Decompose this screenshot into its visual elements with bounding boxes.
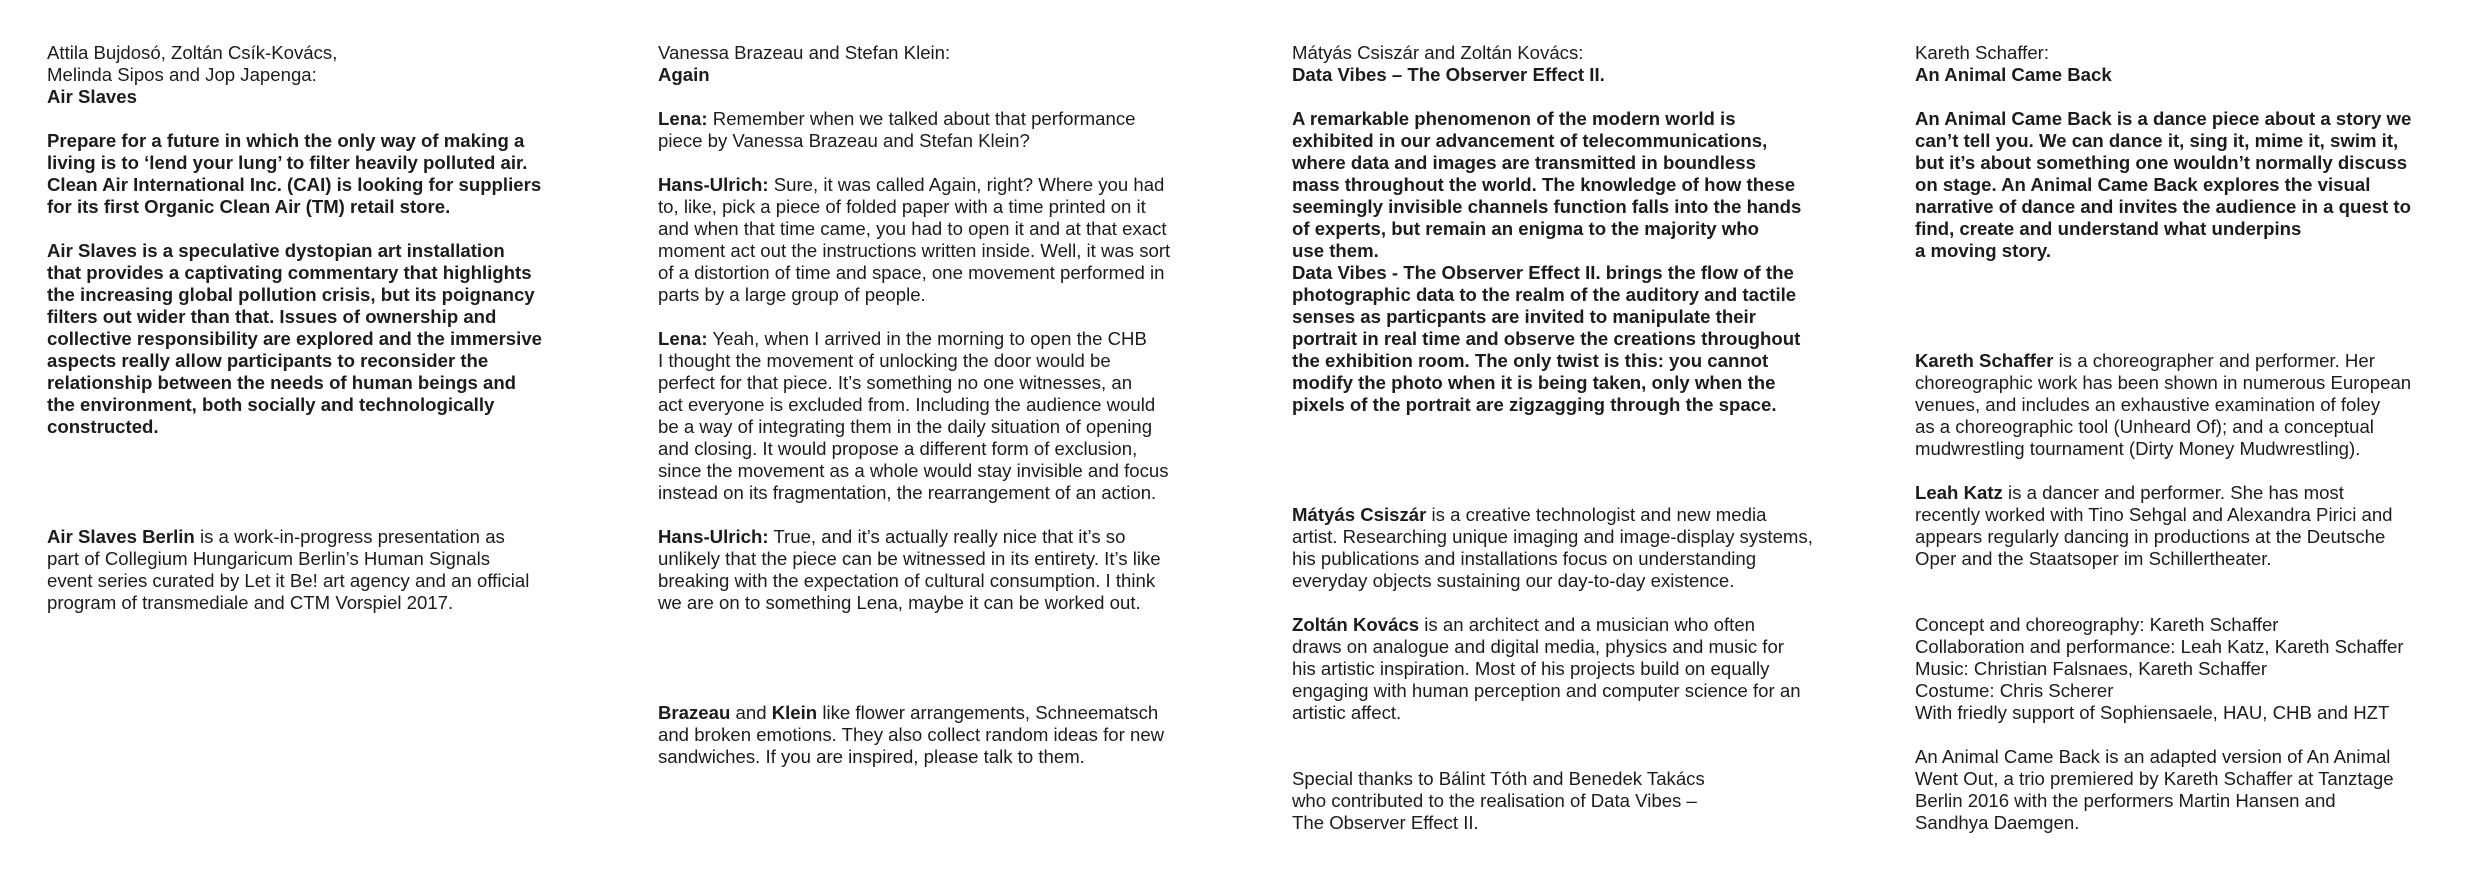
text-line: for its first Organic Clean Air (TM) retail store.	[47, 196, 451, 217]
text-line: A remarkable phenomenon of the modern world is	[1292, 108, 1736, 129]
credit-line: Collaboration and performance: Leah Katz, Kareth Schaffer	[1915, 636, 2404, 657]
text-line: moment act out the instructions written inside. Well, it was sort	[658, 240, 1171, 261]
text-line: draws on analogue and digital media, physics and music for	[1292, 636, 1784, 657]
text-line: of experts, but remain an enigma to the majority who	[1292, 218, 1759, 239]
dialogue-entry	[658, 526, 1238, 614]
text-line: who contributed to the realisation of Data Vibes –	[1292, 790, 1697, 811]
text-line: act everyone is excluded from. Including the audience would	[658, 394, 1156, 415]
text-run: and	[730, 702, 772, 723]
work-header	[47, 42, 607, 108]
text-line: his publications and installations focus on understanding	[1292, 548, 1757, 569]
text-run: is a work-in-progress presentation as	[194, 526, 505, 547]
description-paragraph	[47, 240, 607, 438]
text-line: where data and images are transmitted in boundless	[1292, 152, 1756, 173]
text-line: Oper and the Staatsoper im Schillertheater.	[1915, 548, 2272, 569]
text-line: recently worked with Tino Sehgal and Alexandra Pirici and	[1915, 504, 2393, 525]
dialogue-entry	[658, 174, 1238, 306]
work-header	[1292, 42, 1872, 86]
text-line: parts by a large group of people.	[658, 284, 926, 305]
artist-name: Zoltán Kovács	[1292, 614, 1420, 635]
text-line: Clean Air International Inc. (CAI) is looking for suppliers	[47, 174, 542, 195]
work-header	[1915, 42, 2475, 86]
text-line: constructed.	[47, 416, 159, 437]
credit-line: Costume: Chris Scherer	[1915, 680, 2114, 701]
text-line: since the movement as a whole would stay invisible and focus	[658, 460, 1169, 481]
bold-lead: Air Slaves Berlin	[47, 526, 195, 547]
text-line: An Animal Came Back is a dance piece about a story we	[1915, 108, 2412, 129]
text-run: True, and it’s actually really nice that it’s so	[768, 526, 1126, 547]
text-run: is a creative technologist and new media	[1426, 504, 1767, 525]
text-line: to, like, pick a piece of folded paper with a time printed on it	[658, 196, 1146, 217]
credits	[1915, 614, 2475, 724]
credit-line: Music: Christian Falsnaes, Kareth Schaffer	[1915, 658, 2268, 679]
work-title: Again	[658, 64, 710, 85]
text-line: seemingly invisible channels function falls into the hands	[1292, 196, 1802, 217]
artist-names: Attila Bujdosó, Zoltán Csík-Kovács,	[47, 42, 338, 63]
text-line: Data Vibes - The Observer Effect II. brings the flow of the	[1292, 262, 1794, 283]
text-line: narrative of dance and invites the audience in a quest to	[1915, 196, 2411, 217]
text-line: perfect for that piece. It’s something no one witnesses, an	[658, 372, 1133, 393]
text-line: mudwrestling tournament (Dirty Money Mudwrestling).	[1915, 438, 2361, 459]
artist-name: Brazeau	[658, 702, 731, 723]
footnote	[1915, 746, 2475, 834]
presentation-note	[47, 526, 607, 614]
text-line: portrait in real time and observe the creations throughout	[1292, 328, 1801, 349]
text-line: use them.	[1292, 240, 1379, 261]
speaker-name: Lena:	[658, 328, 708, 349]
text-run: Sure, it was called Again, right? Where you had	[768, 174, 1165, 195]
text-line: everyday objects sustaining our day-to-day existence.	[1292, 570, 1735, 591]
text-line: of a distortion of time and space, one movement performed in	[658, 262, 1165, 283]
work-title: Air Slaves	[47, 86, 137, 107]
dialogue-entry	[658, 108, 1238, 152]
text-line: senses as particpants are invited to manipulate their	[1292, 306, 1756, 327]
text-line: Went Out, a trio premiered by Kareth Schaffer at Tanztage	[1915, 768, 2394, 789]
text-line: breaking with the expectation of cultural consumption. I think	[658, 570, 1156, 591]
artist-names: Mátyás Csiszár and Zoltán Kovács:	[1292, 42, 1584, 63]
text-line: unlikely that the piece can be witnessed in its entirety. It’s like	[658, 548, 1161, 569]
work-title: An Animal Came Back	[1915, 64, 2112, 85]
text-line: piece by Vanessa Brazeau and Stefan Klein?	[658, 130, 1030, 151]
artist-bio	[1292, 614, 1872, 724]
text-line: find, create and understand what underpins	[1915, 218, 2302, 239]
text-line: modify the photo when it is being taken, only when the	[1292, 372, 1776, 393]
artist-name: Leah Katz	[1915, 482, 2003, 503]
text-line: Special thanks to Bálint Tóth and Benedek Takács	[1292, 768, 1705, 789]
artist-bio	[1915, 350, 2475, 460]
text-line: part of Collegium Hungaricum Berlin’s Human Signals	[47, 548, 491, 569]
text-run: like flower arrangements, Schneematsch	[817, 702, 1159, 723]
text-line: mass throughout the world. The knowledge of how these	[1292, 174, 1796, 195]
text-run: Yeah, when I arrived in the morning to open the CHB	[707, 328, 1147, 349]
text-line: be a way of integrating them in the daily situation of opening	[658, 416, 1153, 437]
text-line: Air Slaves is a speculative dystopian art installation	[47, 240, 505, 261]
artist-names: Melinda Sipos and Jop Japenga:	[47, 64, 317, 85]
text-run: Remember when we talked about that performance	[707, 108, 1136, 129]
artist-name: Kareth Schaffer	[1915, 350, 2054, 371]
credit-line: With friedly support of Sophiensaele, HAU, CHB and HZT	[1915, 702, 2390, 723]
artist-names: Kareth Schaffer:	[1915, 42, 2050, 63]
text-line: aspects really allow participants to reconsider the	[47, 350, 489, 371]
text-line: and broken emotions. They also collect random ideas for new	[658, 724, 1165, 745]
text-line: appears regularly dancing in productions at the Deutsche	[1915, 526, 2386, 547]
text-line: program of transmediale and CTM Vorspiel 2017.	[47, 592, 454, 613]
artist-name: Mátyás Csiszár	[1292, 504, 1427, 525]
intro-paragraph	[47, 130, 607, 218]
text-line: Berlin 2016 with the performers Martin Hansen and	[1915, 790, 2336, 811]
text-line: exhibited in our advancement of telecommunications,	[1292, 130, 1768, 151]
artist-bio	[1915, 482, 2475, 570]
text-line: and when that time came, you had to open it and at that exact	[658, 218, 1167, 239]
artist-name: Klein	[771, 702, 818, 723]
text-line: but it’s about something one wouldn’t normally discuss	[1915, 152, 2408, 173]
text-line: relationship between the needs of human beings and	[47, 372, 517, 393]
text-line: Prepare for a future in which the only way of making a	[47, 130, 525, 151]
speaker-name: Lena:	[658, 108, 708, 129]
text-line: I thought the movement of unlocking the door would be	[658, 350, 1111, 371]
text-run: is a choreographer and performer. Her	[2053, 350, 2375, 371]
text-line: as a choreographic tool (Unheard Of); and a conceptual	[1915, 416, 2374, 437]
artist-bio	[1292, 504, 1872, 592]
work-header	[658, 42, 1238, 86]
text-line: instead on its fragmentation, the rearrangement of an action.	[658, 482, 1157, 503]
credit-line: Concept and choreography: Kareth Schaffer	[1915, 614, 2279, 635]
text-line: pixels of the portrait are zigzagging through the space.	[1292, 394, 1777, 415]
text-line: artist. Researching unique imaging and image-display systems,	[1292, 526, 1813, 547]
text-run: is an architect and a musician who often	[1419, 614, 1755, 635]
text-line: engaging with human perception and computer science for an	[1292, 680, 1801, 701]
text-line: the exhibition room. The only twist is this: you cannot	[1292, 350, 1769, 371]
artist-bio	[658, 702, 1238, 768]
text-line: his artistic inspiration. Most of his projects build on equally	[1292, 658, 1770, 679]
text-line: that provides a captivating commentary that highlights	[47, 262, 532, 283]
text-line: filters out wider than that. Issues of ownership and	[47, 306, 497, 327]
text-line: event series curated by Let it Be! art agency and an official	[47, 570, 530, 591]
artist-names: Vanessa Brazeau and Stefan Klein:	[658, 42, 951, 63]
description-paragraph	[1292, 108, 1872, 416]
text-line: the environment, both socially and technologically	[47, 394, 495, 415]
text-line: artistic affect.	[1292, 702, 1402, 723]
text-line: and closing. It would propose a different form of exclusion,	[658, 438, 1138, 459]
text-line: we are on to something Lena, maybe it can be worked out.	[658, 592, 1141, 613]
text-line: the increasing global pollution crisis, but its poignancy	[47, 284, 535, 305]
text-line: An Animal Came Back is an adapted version of An Animal	[1915, 746, 2391, 767]
text-line: on stage. An Animal Came Back explores the visual	[1915, 174, 2371, 195]
text-line: a moving story.	[1915, 240, 2052, 261]
description-paragraph	[1915, 108, 2475, 262]
special-thanks	[1292, 768, 1872, 834]
speaker-name: Hans-Ulrich:	[658, 174, 769, 195]
text-line: The Observer Effect II.	[1292, 812, 1479, 833]
text-run: is a dancer and performer. She has most	[2002, 482, 2344, 503]
speaker-name: Hans-Ulrich:	[658, 526, 769, 547]
text-line: photographic data to the realm of the auditory and tactile	[1292, 284, 1797, 305]
text-line: collective responsibility are explored and the immersive	[47, 328, 542, 349]
text-line: sandwiches. If you are inspired, please talk to them.	[658, 746, 1085, 767]
dialogue-entry	[658, 328, 1238, 504]
text-line: can’t tell you. We can dance it, sing it, mime it, swim it,	[1915, 130, 2399, 151]
text-line: choreographic work has been shown in numerous European	[1915, 372, 2412, 393]
text-line: Sandhya Daemgen.	[1915, 812, 2080, 833]
work-title: Data Vibes – The Observer Effect II.	[1292, 64, 1605, 85]
text-line: living is to ‘lend your lung’ to filter heavily polluted air.	[47, 152, 528, 173]
text-line: venues, and includes an exhaustive examination of foley	[1915, 394, 2381, 415]
